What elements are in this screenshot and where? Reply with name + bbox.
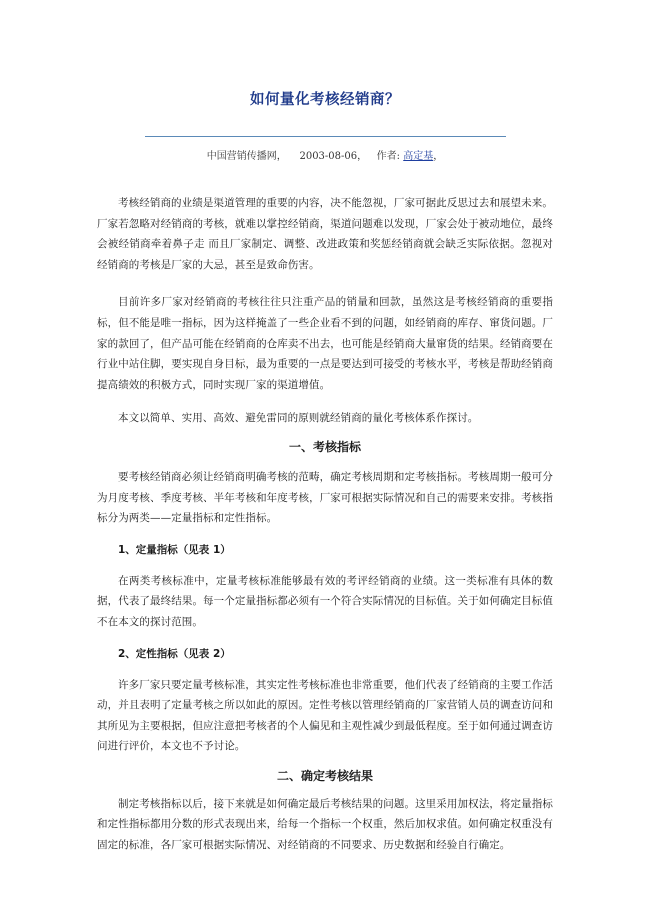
subheading-quantitative: 1、定量指标（见表 1） bbox=[118, 543, 231, 556]
section-heading-results: 二、确定考核结果 bbox=[276, 768, 373, 783]
title-divider bbox=[145, 136, 506, 137]
paragraph-indicators: 要考核经销商必须让经销商明确考核的范畴，确定考核周期和定考核指标。考核周期一般可分为月度考核、季度考核、半年考核和年度考核，厂家可根据实际情况和自己的需要来安排。考核指标分为两类——定量指标和定性指标。 bbox=[97, 470, 553, 525]
article-title: 如何量化考核经销商？ bbox=[250, 92, 400, 108]
paragraph-results: 制定考核指标以后，接下来就是如何确定最后考核结果的问题。这里采用加权法，将定量指标和定性指标都用分数的形式表现出来，给每一个指标一个权重，然后加权求值。如何确定权重没有固定的标准，各厂家可根据实际情况、对经销商的不同要求、历史数据和经验自行确定。 bbox=[97, 797, 553, 852]
article-meta bbox=[0, 147, 650, 162]
paragraph-qualitative: 许多厂家只要定量考核标准，其实定性考核标准也非常重要，他们代表了经销商的主要工作活动，并且表明了定量考核之所以如此的原因。定性考核以管理经销商的厂家营销人员的调查访问和其所见为主要根据，但应注意把考核者的个人偏见和主观性减少到最低程度。至于如何通过调查访问进行评价，本文也不予讨论。 bbox=[97, 678, 553, 753]
article-body bbox=[97, 193, 553, 856]
paragraph-intro: 考核经销商的业绩是渠道管理的重要的内容，决不能忽视，厂家可据此反思过去和展望未来。厂家若忽略对经销商的考核，就难以掌控经销商，渠道问题难以发现，厂家会处于被动地位，最终会被经销商牵着鼻子走 而且厂家制定、调整、改进政策和奖惩经销商就会缺乏实际依据。忽视对经销商的考核是厂家的大忌，甚至是致命伤害。 bbox=[97, 197, 553, 271]
paragraph-purpose: 本文以简单、实用、高效、避免雷同的原则就经销商的量化考核体系作探讨。 bbox=[118, 412, 479, 425]
paragraph-current-practice: 目前许多厂家对经销商的考核往往只注重产品的销量和回款，虽然这是考核经销商的重要指标，但不能是唯一指标，因为这样掩盖了一些企业看不到的问题，如经销商的库存、窜货问题。厂家的款回了，但产品可能在经销商的仓库卖不出去，也可能是经销商大量窜货的结果。经销商要在行业中站住脚，要实现自身目标，最为重要的一点是要达到可接受的考核水平，考核是帮助经销商提高绩效的积极方式，同时实现厂家的渠道增值。 bbox=[97, 296, 553, 391]
meta-date: 2003-08-06， bbox=[299, 151, 368, 162]
subheading-qualitative: 2、定性指标（见表 2） bbox=[118, 647, 231, 660]
section-heading-indicators: 一、考核指标 bbox=[288, 439, 361, 454]
meta-author-suffix: ， bbox=[433, 151, 444, 162]
meta-author-label: 作者: bbox=[376, 151, 401, 162]
author-link[interactable]: 高定基 bbox=[403, 151, 434, 162]
meta-source: 中国营销传播网， bbox=[206, 151, 287, 162]
paragraph-quantitative: 在两类考核标准中，定量考核标准能够最有效的考评经销商的业绩。这一类标准有具体的数据，代表了最终结果。每一个定量指标都必须有一个符合实际情况的目标值。关于如何确定目标值不在本文的探讨范围。 bbox=[97, 574, 553, 628]
